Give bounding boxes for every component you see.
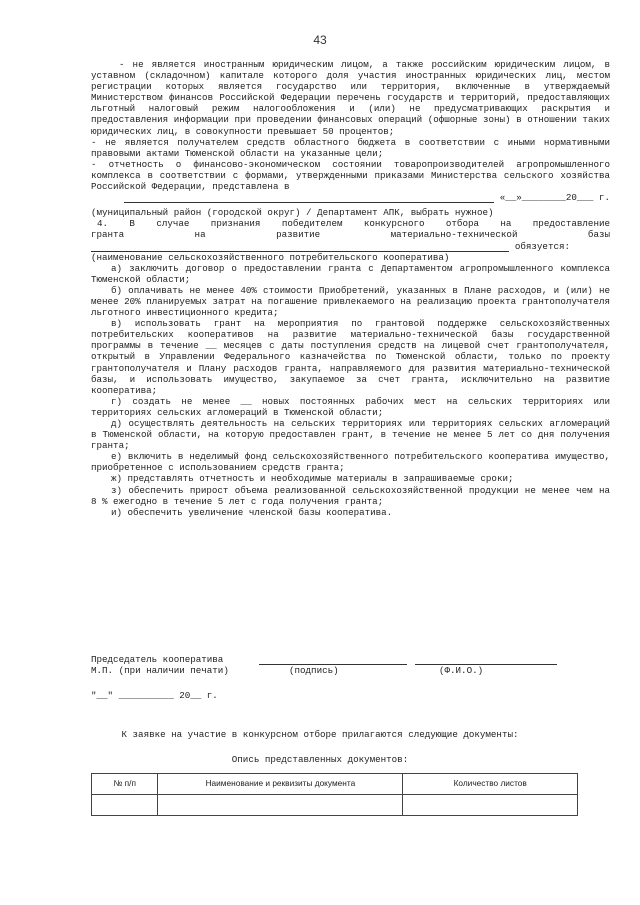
cell-number (92, 795, 158, 816)
header-document: Наименование и реквизиты документа (158, 774, 403, 795)
signature-block (91, 654, 610, 676)
obligation-c: в) использовать грант на мероприятия по грантовой поддержке сельскохозяйственных потребительских кооперативов на развитие материально-технической базы государственной программы в течение __ месяцев с даты поступления средств на лицевой счет грантополучателя, открытый в Управлении Федерального казначейства по Тюменской области, только по проекту грантополучателя и Плану расходов гранта, направляемого для развития материально-технической базы, и использовать имущество, закупаемое за счет гранта, исключительно на развитие кооператива; (91, 318, 610, 396)
paragraph-offshore: - не является иностранным юридическим лицом, а также российским юридическим лицом, в уставном (складочном) капитале которого доля участия иностранных юридических лиц, местом регистрации которых является государство или территория, включенные в утверждаемый Министерством финансов Российской Федерации перечень государств и территорий, предоставляющих льготный налоговый режим налогообложения и (или) не предусматривающих раскрытия и предоставления информации при проведении финансовых операций (офшорные зоны) в отношении таких юридических лиц, в совокупности превышает 50 процентов; (91, 59, 610, 137)
signature-hint: (подпись) (289, 665, 339, 677)
inventory-title: Опись представленных документов: (231, 754, 409, 765)
obligation-e: д) осуществлять деятельность на сельских территориях или территориях сельских агломераций в Тюменской области, на которую предоставлен грант, в течение не менее 5 лет со дня получения гранта; (91, 418, 610, 452)
recipient-blank (124, 193, 494, 203)
obligation-i: и) обеспечить увеличение членской базы кооператива. (111, 506, 393, 518)
table-header-row (92, 774, 578, 795)
date-fill: «__»________20___ г. (499, 192, 610, 204)
section4-line2: гранта на развитие материально-технической базы (91, 229, 610, 241)
cell-pages (403, 795, 578, 816)
obligation-f: е) включить в неделимый фонд сельскохозяйственного потребительского кооператива имущество, приобретенное с использованием средств гранта; (91, 451, 610, 474)
chairman-label: Председатель кооператива (91, 654, 224, 665)
date-line: "__" __________ 20__ г. (91, 690, 218, 701)
section4-obliged: обязуется: (514, 240, 570, 252)
seal-label: М.П. (при наличии печати) (91, 665, 229, 677)
coop-hint: (наименование сельскохозяйственного потребительского кооператива) (91, 251, 450, 263)
obligation-b: б) оплачивать не менее 40% стоимости Приобретений, указанных в Плане расходов, и (или) не менее 20% планируемых затрат на погашение привлекаемого на реализацию проекта грантополучателя льготного инвестиционного кредита; (91, 284, 610, 319)
attachments-text: К заявке на участие в конкурсном отборе прилагаются следующие документы: (121, 729, 519, 740)
header-pages: Количество листов (403, 774, 578, 795)
coop-name-line (91, 241, 610, 252)
coop-name-blank (91, 242, 509, 252)
section4-line1: 4. В случае признания победителем конкурсного отбора на предоставление (97, 218, 610, 230)
table-row (92, 795, 578, 816)
obligation-d: г) создать не менее __ новых постоянных рабочих мест на сельских территориях или территориях сельских агломераций в Тюменской области; (91, 395, 610, 418)
documents-table (91, 773, 578, 816)
header-number: № п/п (92, 774, 158, 795)
paragraph-reporting: - отчетность о финансово-экономическом состоянии товаропроизводителей агропромышленного комплекса в соответствии с формами, утвержденными приказами Министерства сельского хозяйства Российской Федерации, представлена в (91, 158, 610, 193)
obligation-a: а) заключить договор о предоставлении гранта с Департаментом агропромышленного комплекса Тюменской области; (91, 262, 610, 285)
obligation-g: ж) представлять отчетность и необходимые материалы в запрашиваемые сроки; (111, 473, 514, 485)
paragraph-budget: - не является получателем средств областного бюджета в соответствии с иными нормативными правовыми актами Тюменской области на указанные цели; (91, 136, 610, 159)
page-number: 43 (313, 33, 327, 47)
cell-document (158, 795, 403, 816)
reporting-date-line (91, 192, 610, 203)
obligation-h: з) обеспечить прирост объема реализованной сельскохозяйственной продукции не менее чем на 8 % ежегодно в течение 5 лет с года получения гранта; (91, 484, 610, 507)
applicant-hint: (муниципальный район (городской округ) / Департамент АПК, выбрать нужное) (91, 207, 494, 219)
name-hint: (Ф.И.О.) (439, 665, 484, 677)
document-body (91, 59, 610, 518)
name-blank (415, 655, 557, 665)
signature-blank (259, 655, 407, 665)
